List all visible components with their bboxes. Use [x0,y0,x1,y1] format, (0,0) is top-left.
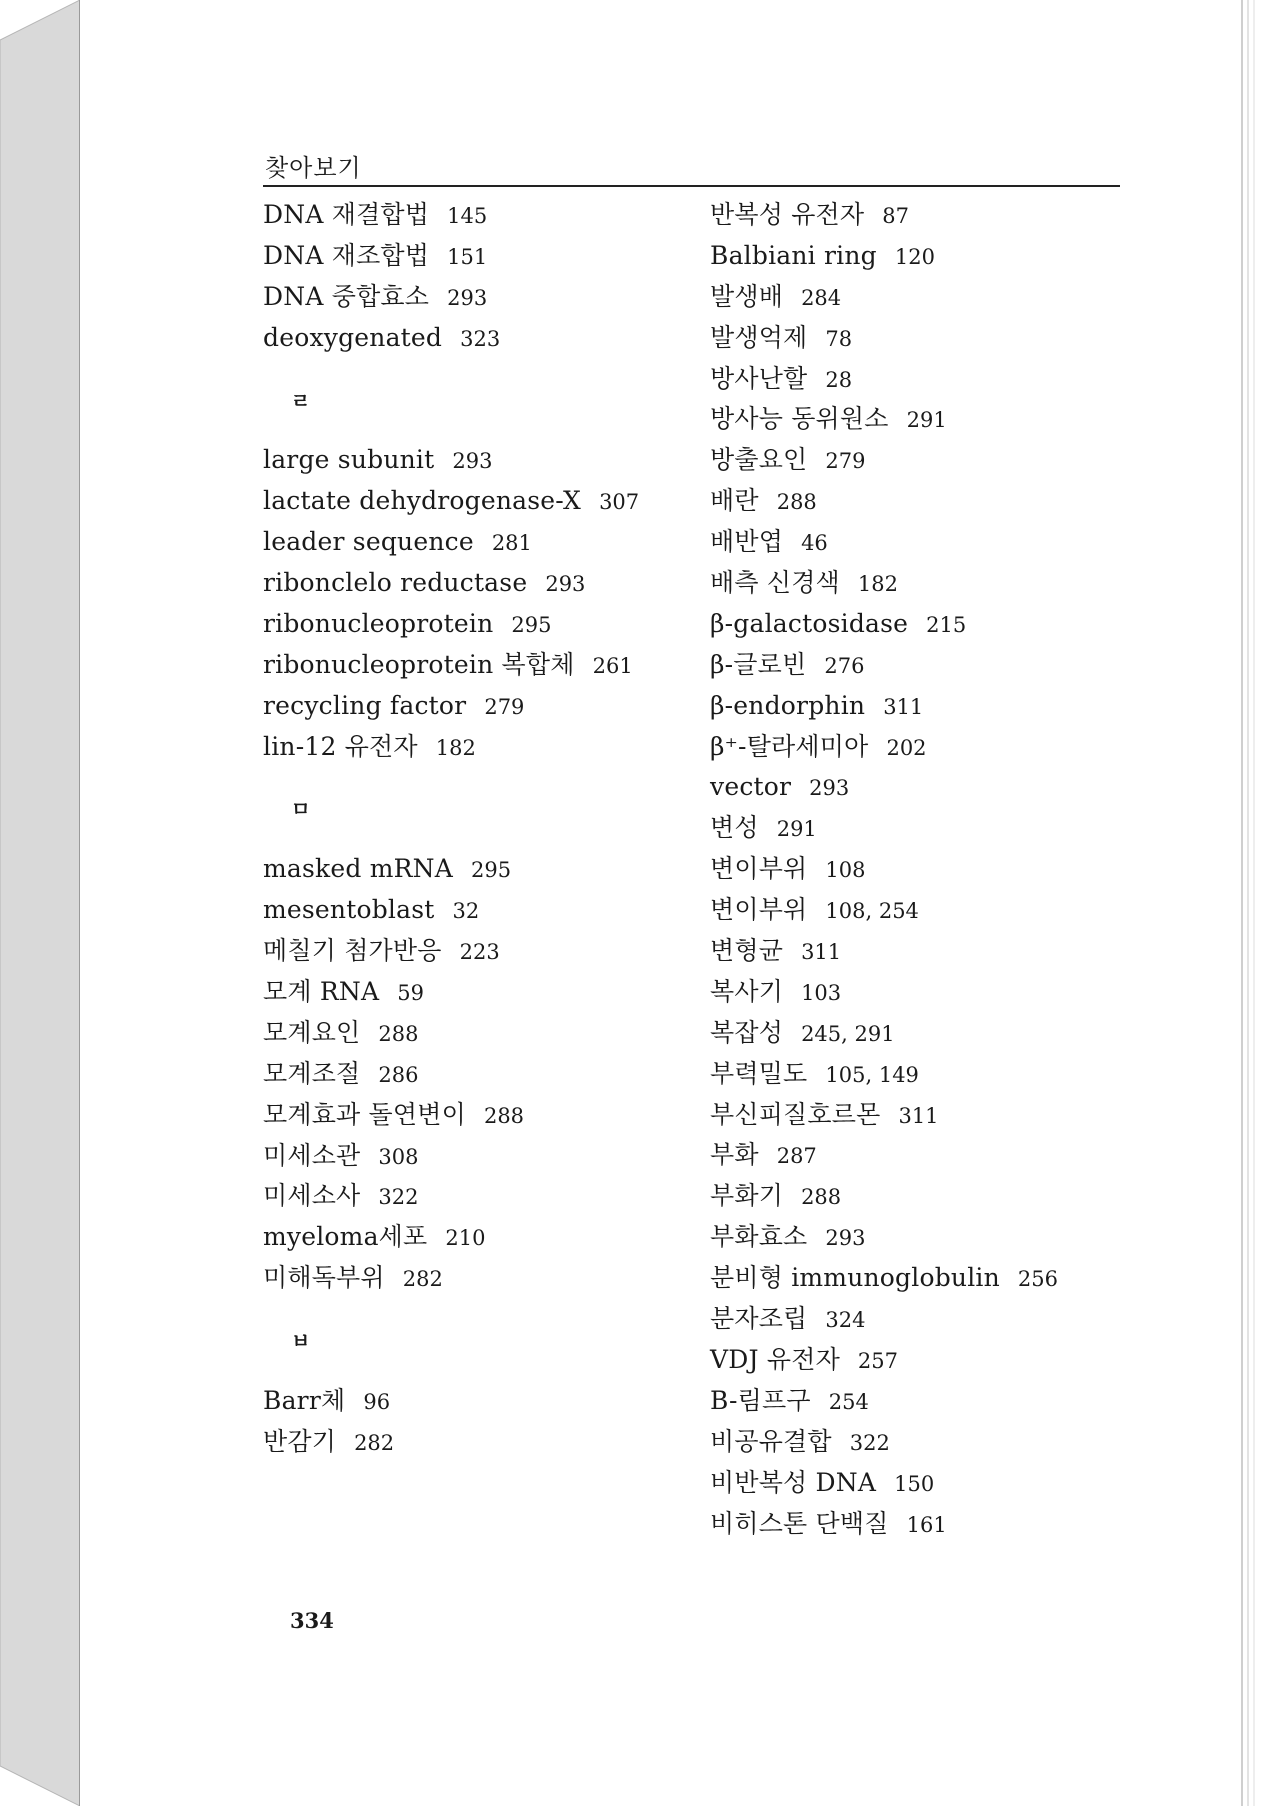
index-term: deoxygenated [263,322,443,352]
index-page-ref: 279 [825,449,866,474]
index-term: ribonclelo reductase [263,568,528,598]
index-entry [263,195,683,236]
index-term: 비반복성 DNA [710,1467,877,1497]
index-entry [263,849,683,890]
index-term: 부화기 [710,1181,784,1211]
index-entry [710,686,1130,727]
index-entry [710,1381,1130,1422]
index-term: 메칠기 첨가반응 [263,936,442,966]
index-term: 변형균 [710,936,784,966]
index-page-ref: 245, 291 [801,1021,895,1046]
index-page-ref: 46 [801,531,828,556]
index-term: DNA 중합효소 [263,281,430,311]
index-entry [710,1463,1130,1504]
index-entry [710,522,1130,563]
index-page-ref: 324 [825,1308,866,1333]
index-page-ref: 108 [825,858,866,883]
index-page-ref: 295 [471,858,512,883]
index-term: masked mRNA [263,854,453,884]
index-entry [710,481,1130,522]
index-page-ref: 293 [452,449,493,474]
index-term: 비공유결합 [710,1426,832,1456]
index-entry [710,1217,1130,1258]
index-term: B-림프구 [710,1385,811,1415]
index-term: 분자조립 [710,1304,808,1334]
index-term: 변성 [710,813,759,843]
index-entry [263,686,683,727]
index-entry [263,890,683,931]
index-term: 미세소관 [263,1140,361,1170]
index-entry [710,195,1130,236]
index-page-ref: 288 [483,1103,525,1128]
index-entry [710,399,1130,440]
index-entry [263,1095,683,1136]
index-page-ref: 202 [886,735,927,760]
index-page-ref: 288 [378,1021,419,1046]
index-page-ref: 322 [849,1430,890,1455]
index-entry [710,236,1130,277]
index-term: vector [710,772,792,802]
index-page-ref: 32 [452,899,480,924]
index-page-ref: 210 [445,1226,486,1251]
index-page-ref: 279 [484,694,525,719]
header-rule [263,185,1120,187]
index-entry [263,522,683,563]
index-page-ref: 288 [776,490,817,515]
index-term: β⁺-탈라세미아 [710,731,869,761]
index-page-ref: 323 [460,326,501,351]
index-entry [710,727,1130,768]
index-page-ref: 223 [459,940,500,965]
index-page-ref: 105, 149 [825,1062,919,1087]
index-page-ref: 311 [898,1103,939,1128]
index-term: 미해독부위 [263,1263,385,1293]
index-page-ref: 108, 254 [825,899,919,924]
index-entry [710,1013,1130,1054]
index-entry [710,604,1130,645]
index-entry [710,440,1130,481]
index-page-ref: 215 [926,612,967,637]
index-term: β-글로빈 [710,649,807,679]
index-page-ref: 261 [592,653,633,678]
index-entry [263,563,683,604]
index-term: leader sequence [263,527,474,557]
index-page-ref: 311 [801,940,842,965]
index-term: 부신피질호르몬 [710,1099,881,1129]
index-entry [710,1299,1130,1340]
index-term: 방사능 동위원소 [710,404,889,434]
index-entry [710,808,1130,849]
index-page-ref: 284 [801,285,842,310]
index-term: 발생배 [710,281,784,311]
index-page-ref: 291 [776,817,817,842]
index-entry [710,1054,1130,1095]
index-term: 미세소사 [263,1181,361,1211]
index-term: 복잡성 [710,1017,784,1047]
index-column-left [263,195,683,1463]
index-entry [263,604,683,645]
index-entry [263,1217,683,1258]
section-heading [263,359,683,441]
index-term: 방사난할 [710,363,808,393]
index-entry [710,767,1130,808]
index-page-ref: 28 [825,367,853,392]
index-page-ref: 103 [801,980,842,1005]
index-page-ref: 291 [906,408,947,433]
index-entry [263,277,683,318]
index-term: 부력밀도 [710,1058,808,1088]
index-entry [263,1013,683,1054]
index-term: 반복성 유전자 [710,200,865,229]
index-entry [710,359,1130,400]
index-term: Balbiani ring [710,240,877,270]
index-entry [263,931,683,972]
index-term: 모계조절 [263,1058,361,1088]
index-column-right [710,195,1130,1544]
index-page-ref: 311 [883,694,924,719]
index-term: 배란 [710,486,759,516]
index-term: β-endorphin [710,690,866,720]
index-entry [710,1340,1130,1381]
index-page-ref: 293 [809,776,850,801]
index-page-ref: 96 [363,1389,391,1414]
index-page-ref: 308 [378,1144,419,1169]
running-head: 찾아보기 [265,154,362,182]
index-entry [710,645,1130,686]
index-entry [263,1176,683,1217]
index-page-ref: 295 [511,612,552,637]
index-entry [263,481,683,522]
index-page-ref: 257 [857,1348,899,1373]
index-entry [263,318,683,359]
index-page-ref: 293 [447,285,488,310]
index-term: VDJ 유전자 [710,1344,840,1374]
index-term: large subunit [263,445,435,475]
index-entry [710,277,1130,318]
index-entry [263,1136,683,1177]
index-page-ref: 182 [435,735,476,760]
index-page-ref: 293 [825,1226,866,1251]
index-entry [710,931,1130,972]
index-entry [263,645,683,686]
section-letter: ㄹ [291,388,311,413]
index-page-ref: 145 [447,204,488,228]
index-entry [710,1135,1130,1176]
index-entry [263,236,683,277]
index-page-ref: 286 [378,1062,419,1087]
index-entry [263,1381,683,1422]
index-page-ref: 322 [378,1185,419,1210]
index-page-ref: 293 [545,572,586,597]
index-entry [263,972,683,1013]
index-entry [263,727,683,768]
index-term: 부화효소 [710,1222,808,1252]
index-entry [710,1504,1130,1545]
index-term: recycling factor [263,690,467,720]
index-term: lactate dehydrogenase-X [263,486,582,516]
index-page-ref: 288 [801,1185,842,1210]
index-term: 방출요인 [710,445,808,475]
index-term: 부화 [710,1140,759,1170]
index-entry [710,563,1130,604]
index-entry [710,849,1130,890]
index-page-ref: 256 [1017,1267,1058,1292]
index-entry [710,1258,1130,1299]
index-term: 분비형 immunoglobulin [710,1263,1000,1293]
index-term: lin-12 유전자 [263,731,418,761]
index-term: 발생억제 [710,322,808,352]
index-page-ref: 151 [447,244,488,269]
index-page-ref: 150 [894,1471,935,1496]
index-term: 배측 신경색 [710,568,840,598]
index-term: ribonucleoprotein 복합체 [263,649,575,679]
index-entry [263,1054,683,1095]
index-entry [710,1422,1130,1463]
index-page-ref: 281 [491,531,532,556]
index-page-ref: 282 [402,1267,443,1292]
index-term: 변이부위 [710,895,808,925]
index-term: 반감기 [263,1426,337,1456]
index-page-ref: 59 [397,980,424,1005]
index-entry [263,440,683,481]
index-page-ref: 182 [857,572,898,597]
index-page-ref: 78 [825,326,853,351]
index-page-ref: 276 [824,653,865,678]
index-page-ref: 120 [894,244,935,269]
section-heading [263,1299,683,1381]
index-entry [710,972,1130,1013]
index-term: mesentoblast [263,895,435,925]
section-heading [263,767,683,849]
index-term: 모계 RNA [263,976,380,1006]
section-letter: ㅂ [291,1329,311,1354]
index-term: DNA 재조합법 [263,240,430,270]
index-entry [710,890,1130,931]
index-page-ref: 254 [828,1389,869,1414]
index-term: β-galactosidase [710,608,909,638]
index-page-ref: 87 [882,204,909,228]
index-page-ref: 307 [599,490,640,515]
index-term: 배반엽 [710,527,784,557]
index-term: 변이부위 [710,854,808,884]
index-term: Barr체 [263,1385,346,1415]
index-entry [710,1095,1130,1136]
index-term: 모계효과 돌연변이 [263,1099,466,1129]
index-term: 모계요인 [263,1017,361,1047]
index-page-ref: 287 [776,1144,817,1169]
index-page-ref: 282 [354,1430,395,1455]
index-page [80,0,1240,1806]
book-page-edge [1240,0,1280,1806]
index-page-ref: 161 [906,1512,947,1537]
index-term: ribonucleoprotein [263,608,494,638]
book-spine-edge [0,0,80,1806]
index-entry [263,1258,683,1299]
index-entry [710,318,1130,359]
index-entry [710,1176,1130,1217]
section-letter: ㅁ [291,797,311,822]
index-term: DNA 재결합법 [263,200,430,229]
index-term: 복사기 [710,976,784,1006]
index-term: 비히스톤 단백질 [710,1508,889,1538]
index-term: myeloma세포 [263,1222,428,1252]
page-number: 334 [290,1608,334,1633]
index-entry [263,1422,683,1463]
